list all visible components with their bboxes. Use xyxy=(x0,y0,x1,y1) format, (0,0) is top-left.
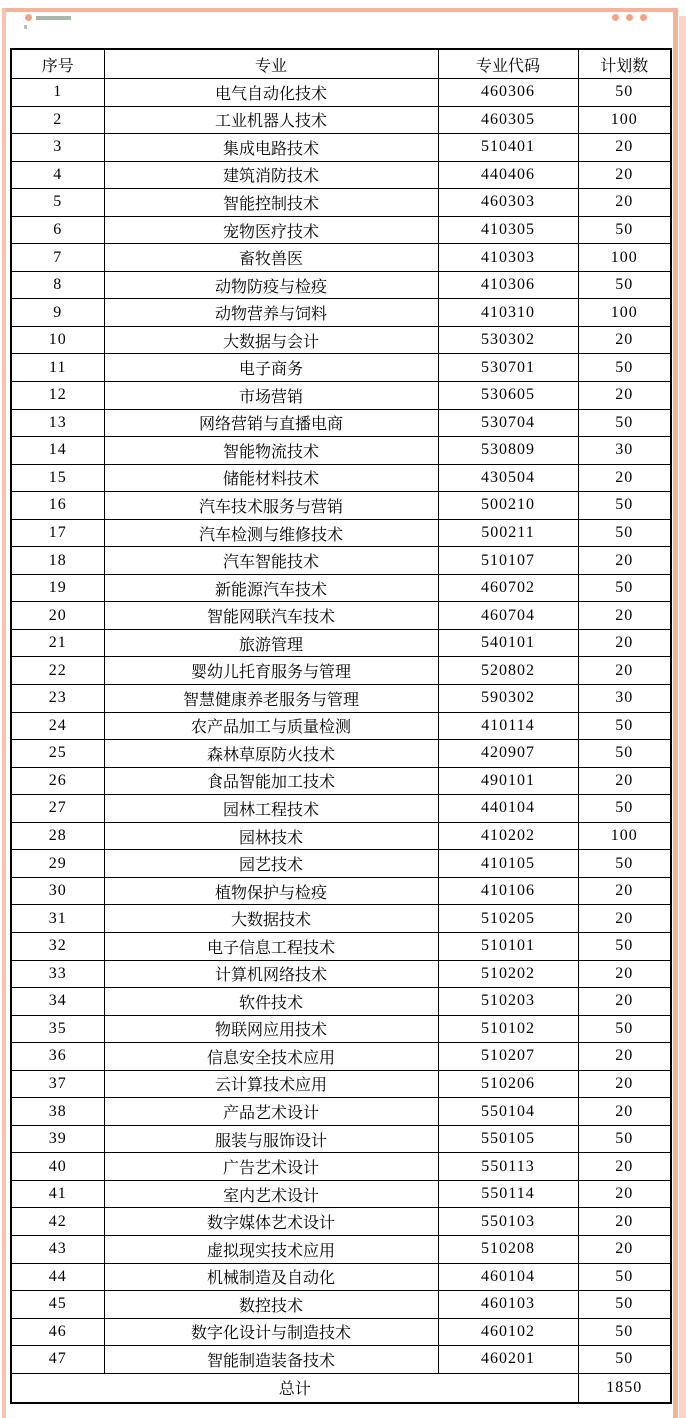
cell-serial-number: 40 xyxy=(11,1153,104,1181)
table-row xyxy=(11,822,671,850)
cell-major: 智能网联汽车技术 xyxy=(104,602,438,630)
cell-major: 室内艺术设计 xyxy=(104,1180,438,1208)
cell-major: 汽车技术服务与营销 xyxy=(104,492,438,520)
cell-major-code: 530605 xyxy=(438,382,578,410)
cell-major-code: 550103 xyxy=(438,1208,578,1236)
cell-major-code: 550105 xyxy=(438,1125,578,1153)
dot-icon xyxy=(626,14,633,21)
cell-plan-count: 20 xyxy=(578,877,671,905)
cell-major: 数控技术 xyxy=(104,1291,438,1319)
cell-major: 服装与服饰设计 xyxy=(104,1125,438,1153)
cell-major: 园林技术 xyxy=(104,822,438,850)
cell-serial-number: 45 xyxy=(11,1291,104,1319)
cell-major: 储能材料技术 xyxy=(104,464,438,492)
cell-plan-count: 50 xyxy=(578,1318,671,1346)
cell-serial-number: 18 xyxy=(11,547,104,575)
cell-serial-number: 16 xyxy=(11,492,104,520)
table-row xyxy=(11,464,671,492)
cell-major: 婴幼儿托育服务与管理 xyxy=(104,657,438,685)
cell-serial-number: 5 xyxy=(11,189,104,217)
cell-major: 新能源汽车技术 xyxy=(104,574,438,602)
cell-major: 智能制造装备技术 xyxy=(104,1346,438,1374)
cell-serial-number: 6 xyxy=(11,216,104,244)
cell-major: 计算机网络技术 xyxy=(104,960,438,988)
cell-major-code: 510206 xyxy=(438,1070,578,1098)
cell-serial-number: 19 xyxy=(11,574,104,602)
cell-major: 广告艺术设计 xyxy=(104,1153,438,1181)
table-row xyxy=(11,326,671,354)
cell-plan-count: 50 xyxy=(578,740,671,768)
table-row xyxy=(11,1153,671,1181)
cell-plan-count: 50 xyxy=(578,1346,671,1374)
cell-serial-number: 34 xyxy=(11,988,104,1016)
cell-major-code: 460306 xyxy=(438,79,578,107)
table-row xyxy=(11,299,671,327)
cell-major-code: 410310 xyxy=(438,299,578,327)
cell-major-code: 520802 xyxy=(438,657,578,685)
table-row xyxy=(11,1291,671,1319)
cell-major-code: 410114 xyxy=(438,712,578,740)
table-row xyxy=(11,932,671,960)
table-row xyxy=(11,161,671,189)
page-border-right-outer xyxy=(679,16,686,1418)
cell-serial-number: 26 xyxy=(11,767,104,795)
cell-major-code: 510102 xyxy=(438,1015,578,1043)
cell-major: 数字媒体艺术设计 xyxy=(104,1208,438,1236)
cell-major: 农产品加工与质量检测 xyxy=(104,712,438,740)
cell-major: 云计算技术应用 xyxy=(104,1070,438,1098)
page-border-top xyxy=(4,8,676,12)
cell-plan-count: 20 xyxy=(578,547,671,575)
cell-plan-count: 50 xyxy=(578,932,671,960)
table-row xyxy=(11,1263,671,1291)
cell-plan-count: 50 xyxy=(578,1263,671,1291)
table-row xyxy=(11,574,671,602)
cell-serial-number: 21 xyxy=(11,629,104,657)
cell-major: 动物营养与饲料 xyxy=(104,299,438,327)
table-row xyxy=(11,1015,671,1043)
cell-plan-count: 100 xyxy=(578,106,671,134)
cell-serial-number: 3 xyxy=(11,134,104,162)
cell-major-code: 410202 xyxy=(438,822,578,850)
table-row xyxy=(11,712,671,740)
cell-plan-count: 30 xyxy=(578,685,671,713)
table-row xyxy=(11,602,671,630)
table-body xyxy=(11,79,671,1374)
tick-mark-icon xyxy=(24,25,27,29)
cell-serial-number: 33 xyxy=(11,960,104,988)
cell-plan-count: 20 xyxy=(578,1043,671,1071)
cell-plan-count: 100 xyxy=(578,244,671,272)
cell-serial-number: 42 xyxy=(11,1208,104,1236)
cell-serial-number: 32 xyxy=(11,932,104,960)
cell-plan-count: 50 xyxy=(578,79,671,107)
cell-serial-number: 24 xyxy=(11,712,104,740)
cell-serial-number: 11 xyxy=(11,354,104,382)
cell-serial-number: 30 xyxy=(11,877,104,905)
cell-plan-count: 20 xyxy=(578,629,671,657)
cell-serial-number: 41 xyxy=(11,1180,104,1208)
cell-plan-count: 20 xyxy=(578,464,671,492)
cell-serial-number: 27 xyxy=(11,795,104,823)
cell-serial-number: 35 xyxy=(11,1015,104,1043)
cell-plan-count: 50 xyxy=(578,850,671,878)
cell-plan-count: 20 xyxy=(578,960,671,988)
table-row xyxy=(11,437,671,465)
cell-major: 宠物医疗技术 xyxy=(104,216,438,244)
cell-major-code: 430504 xyxy=(438,464,578,492)
cell-major-code: 510401 xyxy=(438,134,578,162)
cell-major: 软件技术 xyxy=(104,988,438,1016)
cell-major: 园艺技术 xyxy=(104,850,438,878)
table-row xyxy=(11,79,671,107)
cell-major-code: 410106 xyxy=(438,877,578,905)
cell-plan-count: 20 xyxy=(578,1208,671,1236)
table-row xyxy=(11,382,671,410)
total-row xyxy=(11,1373,671,1403)
cell-major-code: 530302 xyxy=(438,326,578,354)
cell-major-code: 510202 xyxy=(438,960,578,988)
cell-major: 智慧健康养老服务与管理 xyxy=(104,685,438,713)
table-row xyxy=(11,1318,671,1346)
cell-major: 产品艺术设计 xyxy=(104,1098,438,1126)
cell-serial-number: 37 xyxy=(11,1070,104,1098)
header-major: 专业 xyxy=(104,49,438,79)
cell-major-code: 460704 xyxy=(438,602,578,630)
ellipsis-dots-icon xyxy=(612,14,647,21)
cell-plan-count: 50 xyxy=(578,712,671,740)
cell-serial-number: 17 xyxy=(11,519,104,547)
cell-plan-count: 50 xyxy=(578,795,671,823)
table-row xyxy=(11,1098,671,1126)
page-border-right xyxy=(673,8,678,1418)
table-row xyxy=(11,988,671,1016)
cell-major-code: 420907 xyxy=(438,740,578,768)
table-row xyxy=(11,134,671,162)
cell-plan-count: 20 xyxy=(578,1070,671,1098)
cell-serial-number: 23 xyxy=(11,685,104,713)
cell-major: 信息安全技术应用 xyxy=(104,1043,438,1071)
table-row xyxy=(11,905,671,933)
table-row xyxy=(11,106,671,134)
cell-major-code: 590302 xyxy=(438,685,578,713)
cell-plan-count: 20 xyxy=(578,1098,671,1126)
cell-plan-count: 50 xyxy=(578,354,671,382)
cell-major-code: 460104 xyxy=(438,1263,578,1291)
cell-major-code: 460305 xyxy=(438,106,578,134)
dot-icon xyxy=(612,14,619,21)
cell-serial-number: 20 xyxy=(11,602,104,630)
cell-major: 智能物流技术 xyxy=(104,437,438,465)
cell-major-code: 410306 xyxy=(438,271,578,299)
table-row xyxy=(11,629,671,657)
cell-major: 食品智能加工技术 xyxy=(104,767,438,795)
cell-major-code: 530809 xyxy=(438,437,578,465)
table-row xyxy=(11,1208,671,1236)
table-row xyxy=(11,960,671,988)
cell-serial-number: 1 xyxy=(11,79,104,107)
cell-plan-count: 20 xyxy=(578,134,671,162)
cell-major-code: 460102 xyxy=(438,1318,578,1346)
total-label: 总计 xyxy=(11,1373,578,1403)
table-row xyxy=(11,1346,671,1374)
table-row xyxy=(11,216,671,244)
cell-plan-count: 50 xyxy=(578,492,671,520)
cell-serial-number: 10 xyxy=(11,326,104,354)
cell-plan-count: 20 xyxy=(578,657,671,685)
cell-plan-count: 20 xyxy=(578,602,671,630)
cell-major-code: 510203 xyxy=(438,988,578,1016)
enrollment-plan-table xyxy=(10,48,672,1404)
cell-major-code: 530704 xyxy=(438,409,578,437)
cell-serial-number: 46 xyxy=(11,1318,104,1346)
cell-serial-number: 39 xyxy=(11,1125,104,1153)
cell-plan-count: 50 xyxy=(578,216,671,244)
cell-serial-number: 14 xyxy=(11,437,104,465)
cell-serial-number: 7 xyxy=(11,244,104,272)
table-row xyxy=(11,767,671,795)
table-row xyxy=(11,685,671,713)
cell-major-code: 510208 xyxy=(438,1235,578,1263)
header-plan-count: 计划数 xyxy=(578,49,671,79)
cell-plan-count: 20 xyxy=(578,1153,671,1181)
cell-plan-count: 20 xyxy=(578,1180,671,1208)
cell-major: 电子商务 xyxy=(104,354,438,382)
page-border-left xyxy=(2,8,6,1418)
cell-major-code: 460201 xyxy=(438,1346,578,1374)
table-footer xyxy=(11,1373,671,1403)
cell-major: 机械制造及自动化 xyxy=(104,1263,438,1291)
cell-major-code: 460702 xyxy=(438,574,578,602)
cell-major: 畜牧兽医 xyxy=(104,244,438,272)
table-row xyxy=(11,492,671,520)
cell-major: 集成电路技术 xyxy=(104,134,438,162)
cell-major: 园林工程技术 xyxy=(104,795,438,823)
cell-plan-count: 20 xyxy=(578,161,671,189)
cell-plan-count: 20 xyxy=(578,326,671,354)
cell-major-code: 490101 xyxy=(438,767,578,795)
table-header xyxy=(11,49,671,79)
cell-plan-count: 50 xyxy=(578,1291,671,1319)
cell-major: 森林草原防火技术 xyxy=(104,740,438,768)
cell-plan-count: 20 xyxy=(578,1235,671,1263)
cell-major: 汽车检测与维修技术 xyxy=(104,519,438,547)
table-row xyxy=(11,409,671,437)
cell-serial-number: 38 xyxy=(11,1098,104,1126)
cell-major: 旅游管理 xyxy=(104,629,438,657)
cell-major: 汽车智能技术 xyxy=(104,547,438,575)
table-row xyxy=(11,1070,671,1098)
table-row xyxy=(11,519,671,547)
cell-major: 大数据与会计 xyxy=(104,326,438,354)
header-serial-number: 序号 xyxy=(11,49,104,79)
cell-major: 建筑消防技术 xyxy=(104,161,438,189)
cell-major: 电气自动化技术 xyxy=(104,79,438,107)
cell-major-code: 530701 xyxy=(438,354,578,382)
cell-major-code: 510107 xyxy=(438,547,578,575)
table-row xyxy=(11,271,671,299)
table-row xyxy=(11,795,671,823)
cell-major-code: 550114 xyxy=(438,1180,578,1208)
cell-major: 植物保护与检疫 xyxy=(104,877,438,905)
cell-major: 智能控制技术 xyxy=(104,189,438,217)
total-value: 1850 xyxy=(578,1373,671,1403)
table-row xyxy=(11,657,671,685)
cell-serial-number: 36 xyxy=(11,1043,104,1071)
cell-serial-number: 29 xyxy=(11,850,104,878)
table-row xyxy=(11,354,671,382)
table-row xyxy=(11,877,671,905)
cell-serial-number: 4 xyxy=(11,161,104,189)
cell-major-code: 410303 xyxy=(438,244,578,272)
cell-plan-count: 30 xyxy=(578,437,671,465)
bullet-dot-icon xyxy=(25,14,32,21)
cell-major-code: 550104 xyxy=(438,1098,578,1126)
cell-serial-number: 44 xyxy=(11,1263,104,1291)
cell-plan-count: 50 xyxy=(578,574,671,602)
cell-major-code: 510207 xyxy=(438,1043,578,1071)
cell-major: 网络营销与直播电商 xyxy=(104,409,438,437)
cell-major-code: 510101 xyxy=(438,932,578,960)
cell-serial-number: 8 xyxy=(11,271,104,299)
dash-icon xyxy=(36,16,71,20)
cell-major-code: 500210 xyxy=(438,492,578,520)
cell-major: 工业机器人技术 xyxy=(104,106,438,134)
table-row xyxy=(11,1235,671,1263)
table-row xyxy=(11,244,671,272)
table-row xyxy=(11,1125,671,1153)
cell-major-code: 410105 xyxy=(438,850,578,878)
cell-serial-number: 28 xyxy=(11,822,104,850)
table-row xyxy=(11,547,671,575)
cell-serial-number: 9 xyxy=(11,299,104,327)
cell-major-code: 510205 xyxy=(438,905,578,933)
cell-plan-count: 50 xyxy=(578,1125,671,1153)
table-row xyxy=(11,189,671,217)
cell-major-code: 500211 xyxy=(438,519,578,547)
cell-plan-count: 20 xyxy=(578,905,671,933)
dot-icon xyxy=(640,14,647,21)
cell-major-code: 540101 xyxy=(438,629,578,657)
cell-plan-count: 20 xyxy=(578,767,671,795)
cell-plan-count: 50 xyxy=(578,271,671,299)
cell-major-code: 550113 xyxy=(438,1153,578,1181)
cell-plan-count: 100 xyxy=(578,299,671,327)
cell-serial-number: 43 xyxy=(11,1235,104,1263)
cell-serial-number: 25 xyxy=(11,740,104,768)
cell-major: 物联网应用技术 xyxy=(104,1015,438,1043)
cell-major: 大数据技术 xyxy=(104,905,438,933)
cell-major: 虚拟现实技术应用 xyxy=(104,1235,438,1263)
cell-major-code: 460303 xyxy=(438,189,578,217)
cell-plan-count: 20 xyxy=(578,988,671,1016)
cell-plan-count: 20 xyxy=(578,382,671,410)
cell-major-code: 440104 xyxy=(438,795,578,823)
cell-plan-count: 50 xyxy=(578,1015,671,1043)
cell-major: 动物防疫与检疫 xyxy=(104,271,438,299)
cell-major-code: 460103 xyxy=(438,1291,578,1319)
cell-major-code: 410305 xyxy=(438,216,578,244)
cell-major-code: 440406 xyxy=(438,161,578,189)
header-major-code: 专业代码 xyxy=(438,49,578,79)
cell-plan-count: 50 xyxy=(578,519,671,547)
cell-serial-number: 22 xyxy=(11,657,104,685)
cell-serial-number: 2 xyxy=(11,106,104,134)
table-row xyxy=(11,1043,671,1071)
cell-serial-number: 15 xyxy=(11,464,104,492)
table-row xyxy=(11,1180,671,1208)
cell-major: 电子信息工程技术 xyxy=(104,932,438,960)
cell-serial-number: 47 xyxy=(11,1346,104,1374)
cell-plan-count: 20 xyxy=(578,189,671,217)
table-row xyxy=(11,850,671,878)
cell-serial-number: 13 xyxy=(11,409,104,437)
cell-plan-count: 50 xyxy=(578,409,671,437)
table-row xyxy=(11,740,671,768)
cell-serial-number: 12 xyxy=(11,382,104,410)
cell-major: 市场营销 xyxy=(104,382,438,410)
cell-major: 数字化设计与制造技术 xyxy=(104,1318,438,1346)
cell-serial-number: 31 xyxy=(11,905,104,933)
cell-plan-count: 100 xyxy=(578,822,671,850)
